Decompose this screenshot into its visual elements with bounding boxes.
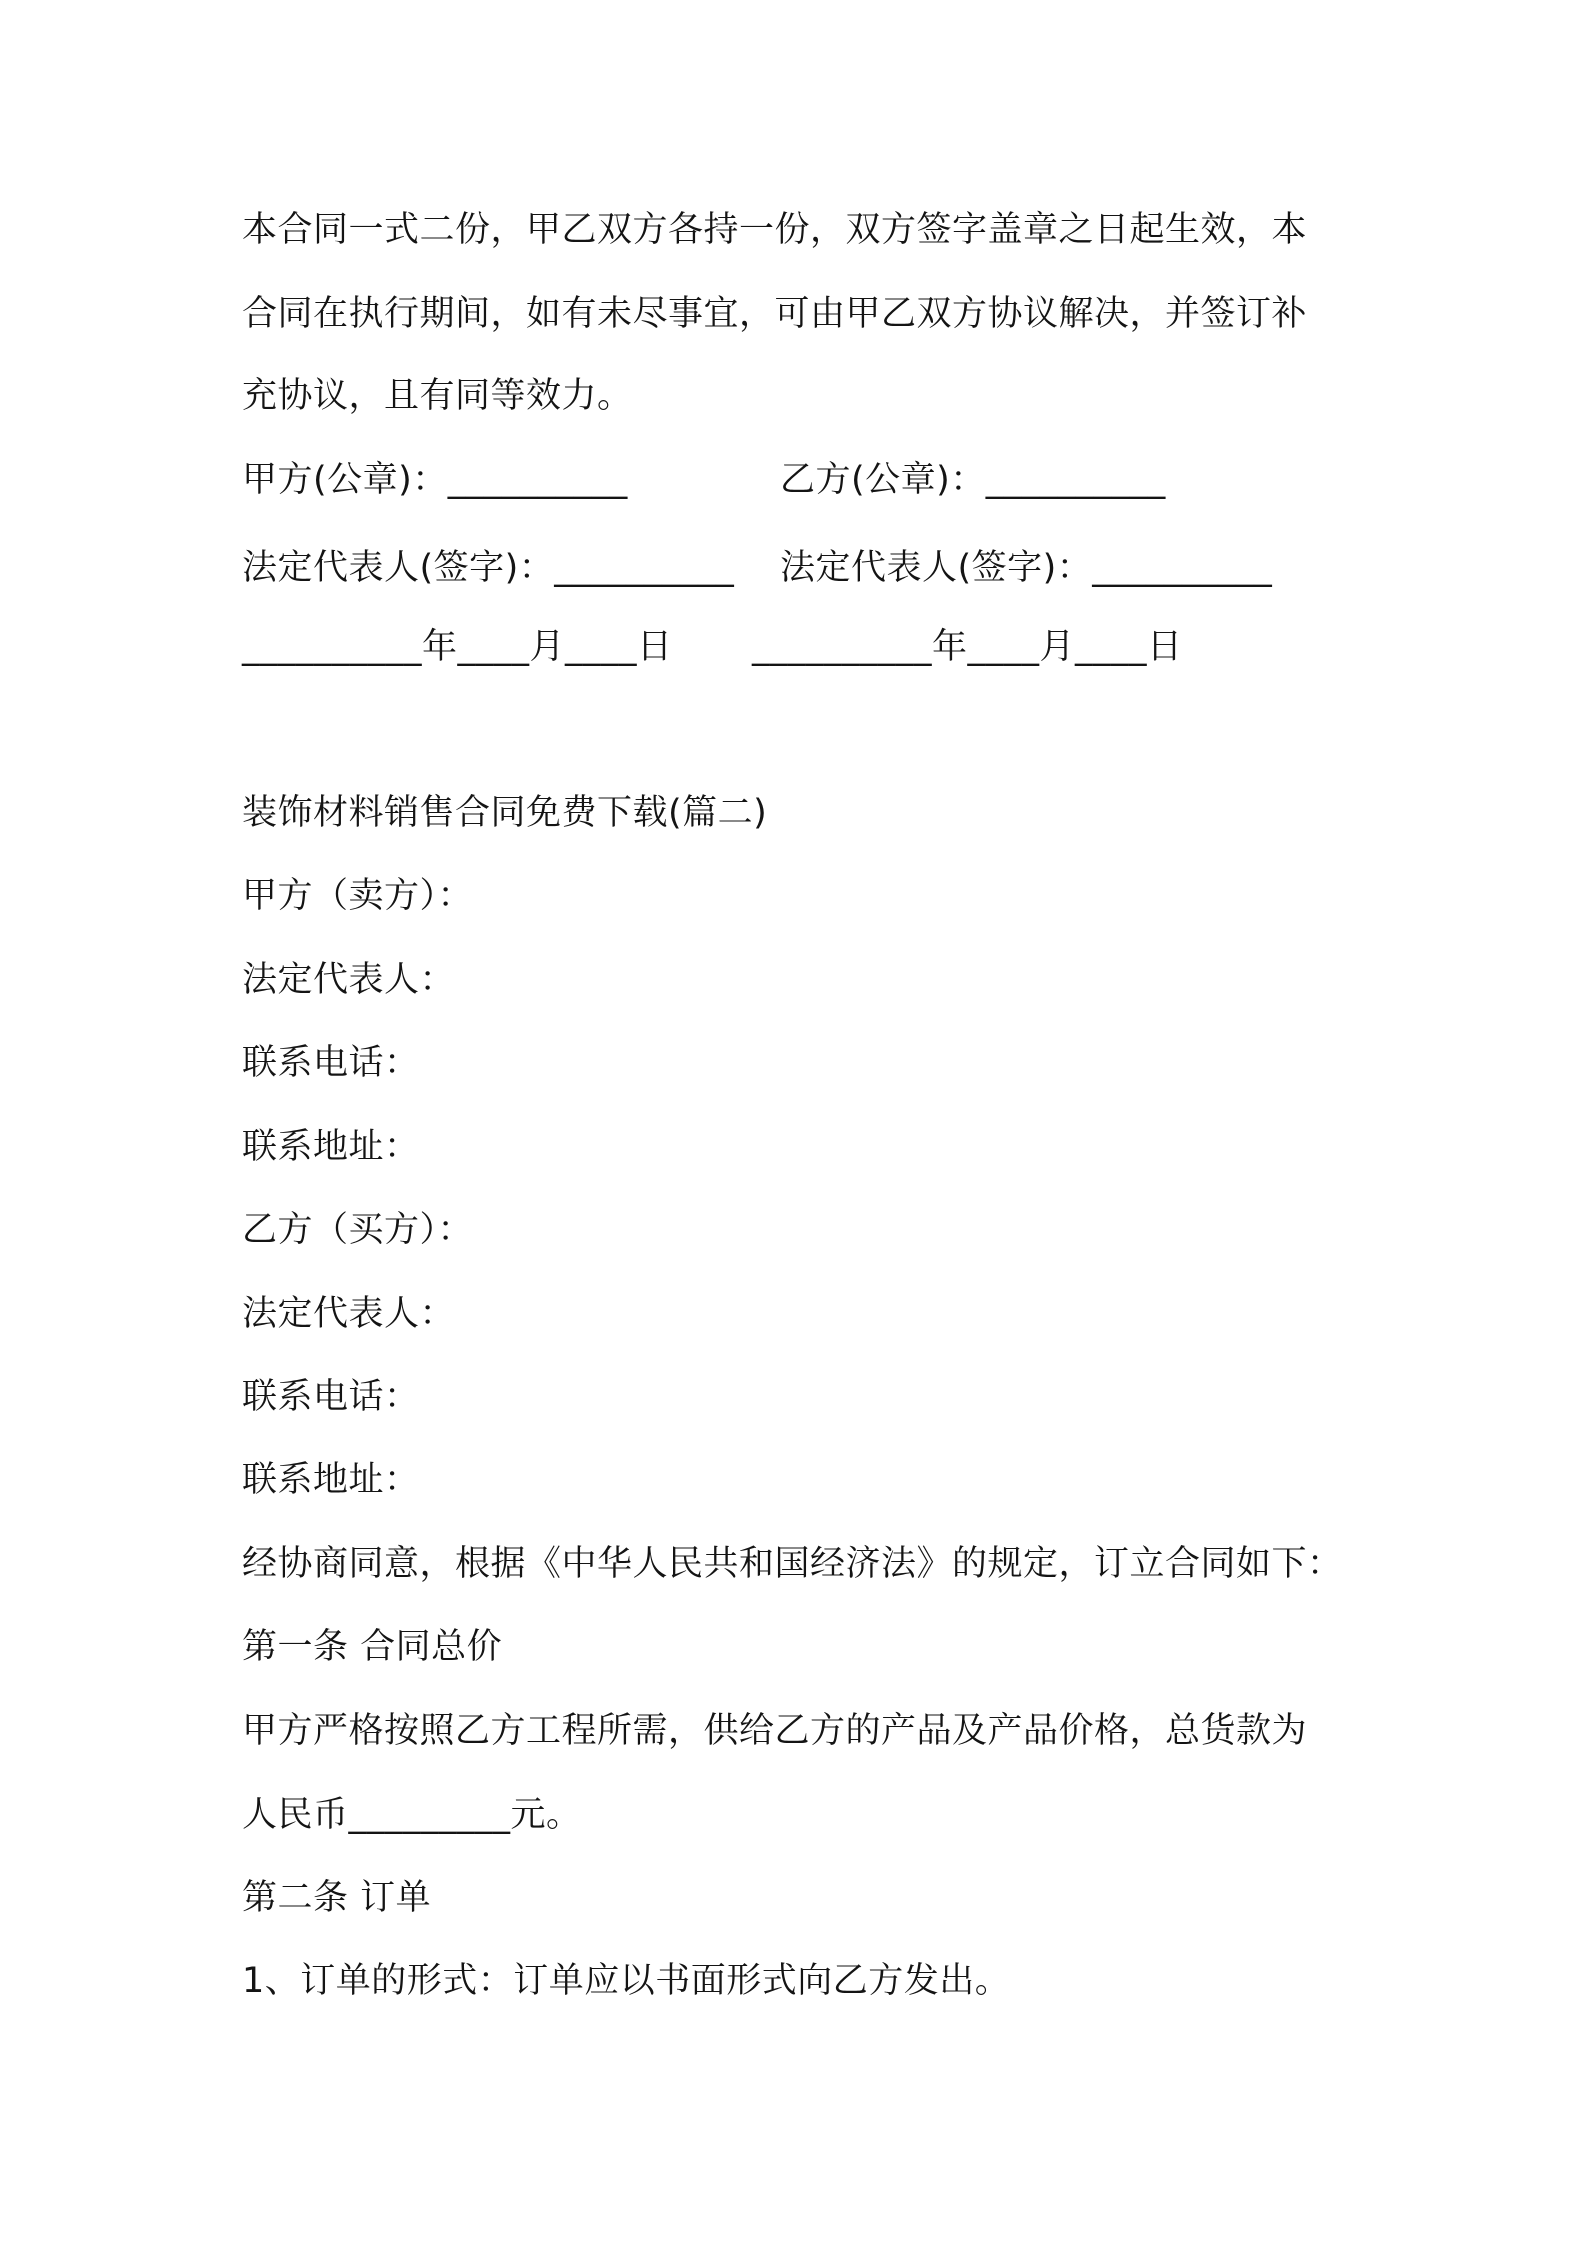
buyer-phone-label: 联系电话：: [242, 1377, 420, 1417]
party-a-representative: 法定代表人(签字)：__________: [242, 548, 735, 588]
clause-line-2: 合同在执行期间，如有未尽事宜，可由甲乙双方协议解决，并签订补: [242, 294, 1308, 334]
article-2-item-1: 1、订单的形式：订单应以书面形式向乙方发出。: [242, 1961, 1011, 2001]
seller-representative-label: 法定代表人：: [242, 960, 456, 1000]
article-1-line-2: 人民币_________元。: [242, 1795, 582, 1835]
seller-address-label: 联系地址：: [242, 1127, 420, 1167]
contract-title: 装饰材料销售合同免费下载(篇二): [242, 793, 768, 833]
party-b-date: __________年____月____日: [752, 627, 1183, 667]
article-1-heading: 第一条 合同总价: [242, 1627, 503, 1667]
party-a-date: __________年____月____日: [242, 627, 673, 667]
clause-line-3: 充协议，且有同等效力。: [242, 376, 633, 416]
buyer-address-label: 联系地址：: [242, 1460, 420, 1500]
buyer-label: 乙方（买方）：: [242, 1210, 474, 1250]
article-2-heading: 第二条 订单: [242, 1878, 432, 1918]
party-b-seal: 乙方(公章)：__________: [780, 460, 1166, 500]
buyer-representative-label: 法定代表人：: [242, 1294, 456, 1334]
party-a-seal: 甲方(公章)：__________: [242, 460, 628, 500]
seller-phone-label: 联系电话：: [242, 1043, 420, 1083]
preamble: 经协商同意，根据《中华人民共和国经济法》的规定，订立合同如下：: [242, 1544, 1343, 1584]
article-1-line-1: 甲方严格按照乙方工程所需，供给乙方的产品及产品价格，总货款为: [242, 1711, 1308, 1751]
party-b-representative: 法定代表人(签字)：__________: [780, 548, 1273, 588]
clause-line-1: 本合同一式二份，甲乙双方各持一份，双方签字盖章之日起生效，本: [242, 210, 1308, 250]
seller-label: 甲方（卖方）：: [242, 876, 474, 916]
